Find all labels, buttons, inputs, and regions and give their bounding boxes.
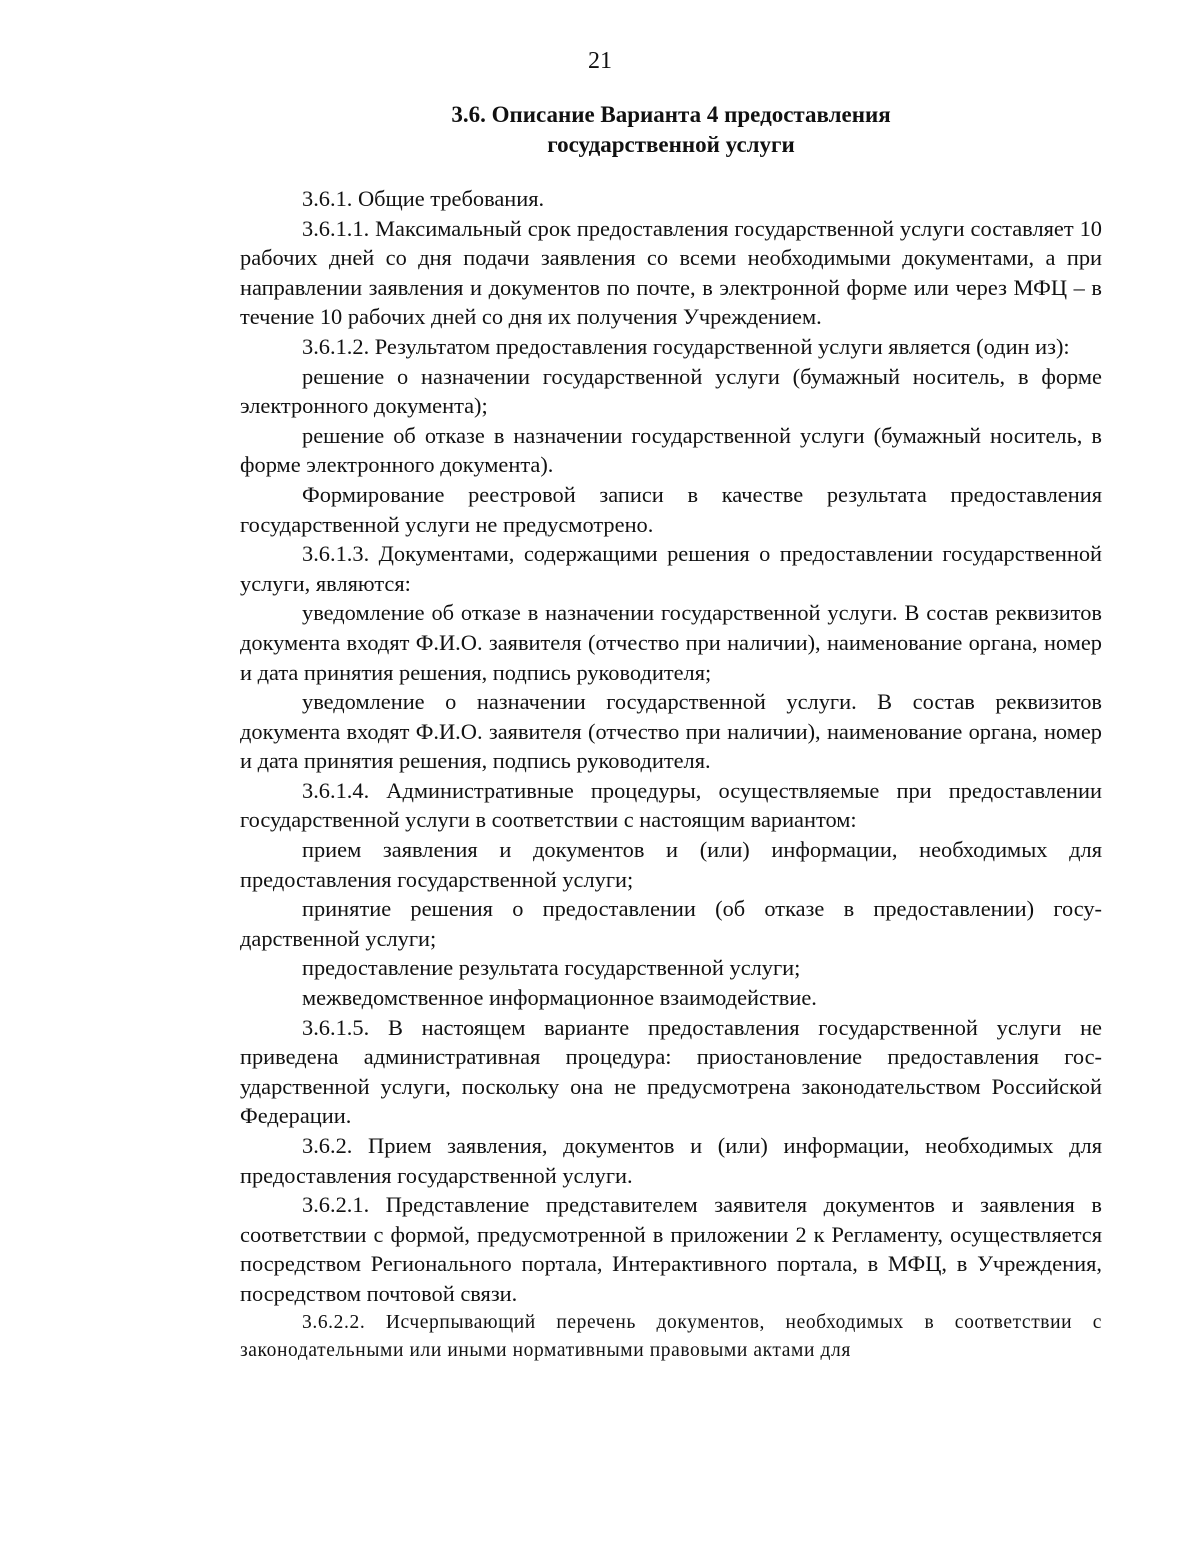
paragraph: решение об отказе в назначении государственной услуги (бумажный носитель, в форме электронного документа). bbox=[240, 422, 1102, 478]
paragraph: 3.6.1.3. Документами, содержащими решения о предоставлении государственной услуги, являются: bbox=[240, 541, 1102, 596]
paragraph: уведомление о назначении государственной услуги. В состав реквизитов документа входят Ф.И.О. заявителя (отчество при наличии), наименование органа, номер и дата принятия решения, подпись руководителя. bbox=[240, 689, 1102, 774]
paragraph: 3.6.1. Общие требования. bbox=[302, 186, 545, 211]
paragraph: межведомственное информационное взаимодействие. bbox=[302, 985, 817, 1011]
paragraph: принятие решения о предоставлении (об отказе в предоставлении) государственной услуги; bbox=[240, 896, 1102, 951]
paragraph: 3.6.1.1. Максимальный срок предоставления государственной услуги составляет 10 рабочих дней со дня подачи заявления со всеми необходимыми документами, а при направлении заявления и документов по почте, в электронной форме или через МФЦ – в течение 10 рабочих дней со дня их получения Учреждением. bbox=[240, 215, 1102, 330]
paragraph: 3.6.1.2. Результатом предоставления государственной услуги является (один из): bbox=[302, 333, 1070, 359]
paragraph: 3.6.2. Прием заявления, документов и (или) информации, необходимых для предоставления государственной услуги. bbox=[240, 1133, 1102, 1188]
paragraph: решение о назначении государственной услуги (бумажный носитель, в форме электронного документа); bbox=[240, 363, 1102, 419]
paragraph: 3.6.1.5. В настоящем варианте предоставления государственной услуги не приведена административная процедура: приостановление предоставления государственной услуги, поскольку она не предусмотрена законодательством Российской Федерации. bbox=[240, 1014, 1102, 1129]
section-heading-line-1: 3.6. Описание Варианта 4 предоставления bbox=[451, 102, 891, 127]
section-heading-line-2: государственной услуги bbox=[547, 132, 795, 157]
paragraph: 3.6.2.1. Представление представителем заявителя документов и заявления в соответствии с формой, предусмотренной в приложении 2 к Регламенту, осуществляется посредством Регионального портала, Интерактивного портала, в МФЦ, в Учреждения, посредством почтовой связи. bbox=[240, 1192, 1102, 1306]
paragraph: Формирование реестровой записи в качестве результата предоставления государственной услуги не предусмотрено. bbox=[240, 481, 1102, 537]
paragraph: 3.6.2.2. Исчерпывающий перечень документов, необходимых в соответствии с законодательными или иными нормативными правовыми актами для bbox=[240, 1311, 1102, 1361]
document-body bbox=[240, 184, 1102, 1365]
section-heading bbox=[240, 100, 1102, 160]
paragraph: предоставление результата государственной услуги; bbox=[302, 955, 801, 981]
paragraph: 3.6.1.4. Административные процедуры, осуществляемые при предоставлении государственной услуги в соответствии с настоящим вариантом: bbox=[240, 777, 1102, 833]
page-number: 21 bbox=[588, 48, 612, 74]
paragraph: прием заявления и документов и (или) информации, необходимых для предоставления государственной услуги; bbox=[240, 837, 1102, 892]
paragraph: уведомление об отказе в назначении государственной услуги. В состав реквизитов документа входят Ф.И.О. заявителя (отчество при наличии), наименование органа, номер и дата принятия решения, подпись руководителя; bbox=[240, 600, 1102, 685]
